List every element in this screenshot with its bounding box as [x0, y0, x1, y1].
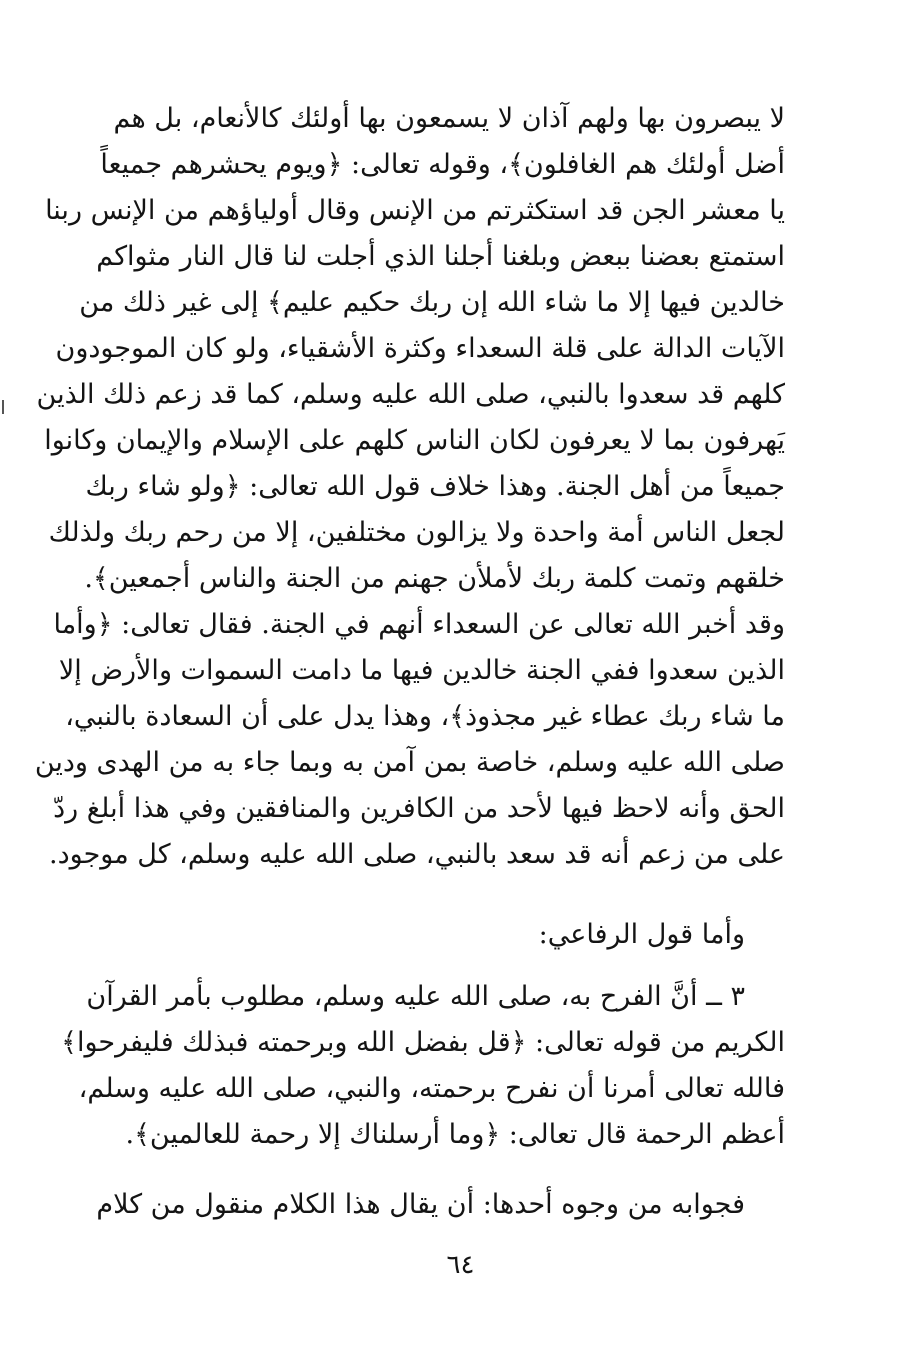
paragraph-answer [96, 1182, 785, 1228]
paragraph-point-3 [61, 974, 785, 1158]
text-line: الآيات الدالة على قلة السعداء وكثرة الأشقياء، ولو كان الموجودون [55, 333, 785, 364]
paragraph-main [34, 96, 785, 878]
text-line: يَهرفون بما لا يعرفون لكان الناس كلهم على الإسلام والإيمان وكانوا [44, 425, 785, 456]
text-line: وأما قول الرفاعي: [538, 919, 745, 950]
text-line: وقد أخبر الله تعالى عن السعداء أنهم في الجنة. فقال تعالى: ﴿وأما [53, 609, 785, 640]
text-line: لجعل الناس أمة واحدة ولا يزالون مختلفين، إلا من رحم ربك ولذلك [48, 517, 785, 548]
text-line: ما شاء ربك عطاء غير مجذوذ﴾، وهذا يدل على أن السعادة بالنبي، [65, 701, 785, 732]
text-line: أضل أولئك هم الغافلون﴾، وقوله تعالى: ﴿ويوم يحشرهم جميعاً [100, 149, 785, 180]
text-line: يا معشر الجن قد استكثرتم من الإنس وقال أولياؤهم من الإنس ربنا [45, 195, 785, 226]
text-line: كلهم قد سعدوا بالنبي، صلى الله عليه وسلم، كما قد زعم ذلك الذين [36, 379, 785, 410]
text-line: الذين سعدوا ففي الجنة خالدين فيها ما دامت السموات والأرض إلا [58, 655, 785, 686]
text-line: فجوابه من وجوه أحدها: أن يقال هذا الكلام منقول من كلام [96, 1189, 745, 1220]
text-line: على من زعم أنه قد سعد بالنبي، صلى الله عليه وسلم، كل موجود. [49, 839, 785, 870]
scan-edge-mark [2, 400, 4, 414]
text-line: خالدين فيها إلا ما شاء الله إن ربك حكيم عليم﴾ إلى غير ذلك من [79, 287, 785, 318]
text-line: استمتع بعضنا ببعض وبلغنا أجلنا الذي أجلت لنا قال النار مثواكم [96, 241, 785, 272]
text-line: لا يبصرون بها ولهم آذان لا يسمعون بها أولئك كالأنعام، بل هم [113, 103, 785, 134]
text-line: جميعاً من أهل الجنة. وهذا خلاف قول الله تعالى: ﴿ولو شاء ربك [85, 471, 785, 502]
text-line: الكريم من قوله تعالى: ﴿قل بفضل الله وبرحمته فبذلك فليفرحوا﴾ [61, 1027, 785, 1058]
text-line: ٣ ــ أنَّ الفرح به، صلى الله عليه وسلم، مطلوب بأمر القرآن [86, 981, 745, 1012]
paragraph-heading [117, 912, 785, 958]
text-line: أعظم الرحمة قال تعالى: ﴿وما أرسلناك إلا رحمة للعالمين﴾. [125, 1119, 785, 1150]
text-line: فالله تعالى أمرنا أن نفرح برحمته، والنبي، صلى الله عليه وسلم، [78, 1073, 785, 1104]
page-number: ٦٤ [446, 1250, 475, 1280]
text-line: خلقهم وتمت كلمة ربك لأملأن جهنم من الجنة والناس أجمعين﴾. [84, 563, 785, 594]
text-line: الحق وأنه لاحظ فيها لأحد من الكافرين والمنافقين وفي هذا أبلغ ردّ [53, 793, 785, 824]
text-line: صلى الله عليه وسلم، خاصة بمن آمن به وبما جاء به من الهدى ودين [34, 747, 785, 778]
